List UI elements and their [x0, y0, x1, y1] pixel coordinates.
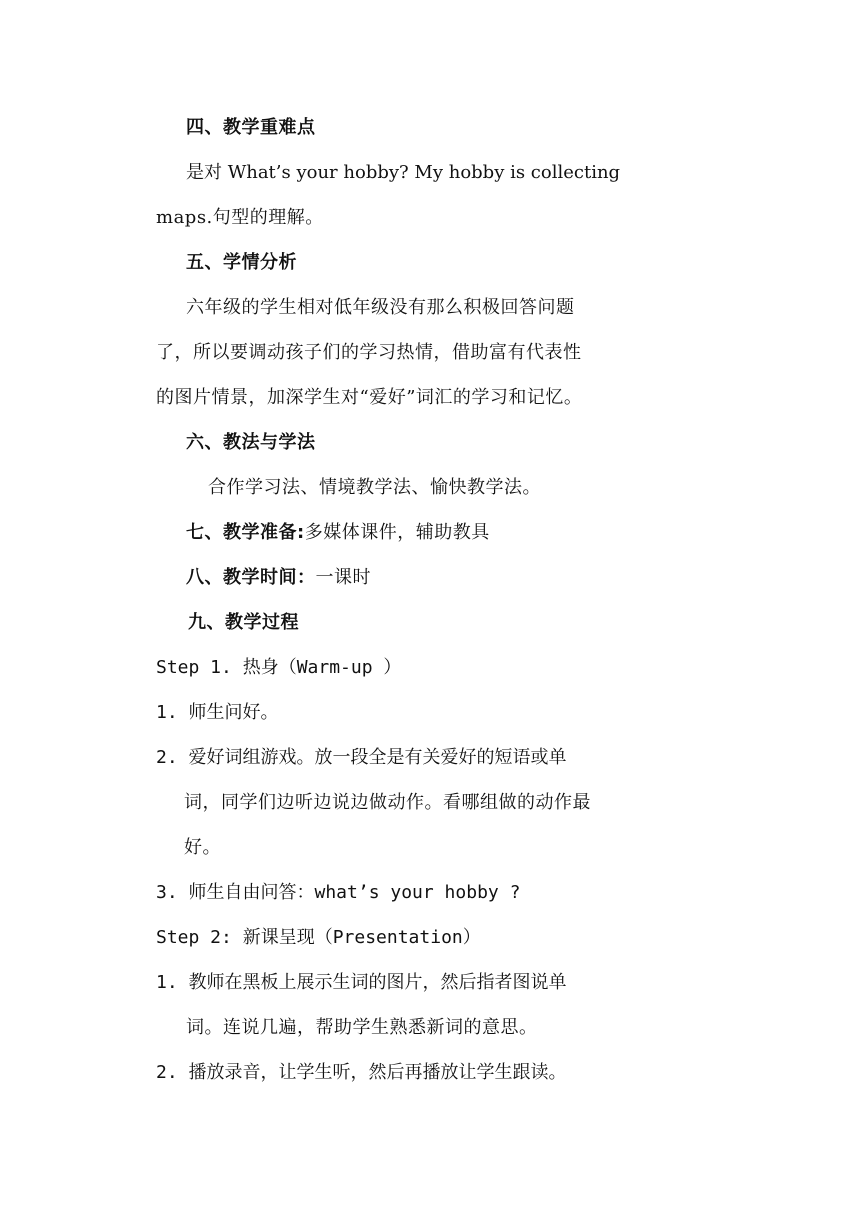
section-7-heading: 七、教学准备:	[186, 522, 305, 543]
section-7-row	[186, 521, 490, 545]
step-2-item-1: 1. 教师在黑板上展示生词的图片，然后指者图说单	[156, 972, 567, 993]
section-8-heading: 八、教学时间：	[186, 567, 316, 588]
step-2-item-1-cont: 词。连说几遍，帮助学生熟悉新词的意思。	[186, 1017, 538, 1038]
step-1-item-1: 1. 师生问好。	[156, 702, 279, 723]
section-5-line-2: 了，所以要调动孩子们的学习热情，借助富有代表性	[156, 342, 582, 363]
section-7-text: 多媒体课件，辅助教具	[304, 522, 490, 543]
step-1-item-2-cont-1: 词，同学们边听边说边做动作。看哪组做的动作最	[184, 792, 591, 813]
section-5-line-3: 的图片情景，加深学生对“爱好”词汇的学习和记忆。	[156, 387, 583, 408]
section-5-heading: 五、学情分析	[186, 252, 297, 273]
section-6-line-1: 合作学习法、情境教学法、愉快教学法。	[208, 477, 541, 498]
section-4-heading: 四、教学重难点	[186, 117, 316, 138]
step-2-title: Step 2: 新课呈现（Presentation）	[156, 927, 481, 948]
step-2-item-2: 2. 播放录音，让学生听，然后再播放让学生跟读。	[156, 1062, 567, 1083]
section-5-line-1: 六年级的学生相对低年级没有那么积极回答问题	[186, 297, 575, 318]
step-1-item-2: 2. 爱好词组游戏。放一段全是有关爱好的短语或单	[156, 747, 567, 768]
section-8-text: 一课时	[315, 567, 371, 588]
section-8-row	[186, 566, 371, 590]
step-1-item-2-cont-2: 好。	[184, 837, 221, 858]
section-4-line-2: maps.句型的理解。	[156, 207, 324, 228]
step-1-title: Step 1. 热身（Warm-up ）	[156, 657, 402, 678]
section-6-heading: 六、教法与学法	[186, 432, 316, 453]
step-1-item-3: 3. 师生自由问答：what’s your hobby ?	[156, 882, 521, 903]
section-9-heading: 九、教学过程	[188, 612, 299, 633]
section-4-line-1: 是对 What’s your hobby? My hobby is collecting	[186, 162, 621, 183]
